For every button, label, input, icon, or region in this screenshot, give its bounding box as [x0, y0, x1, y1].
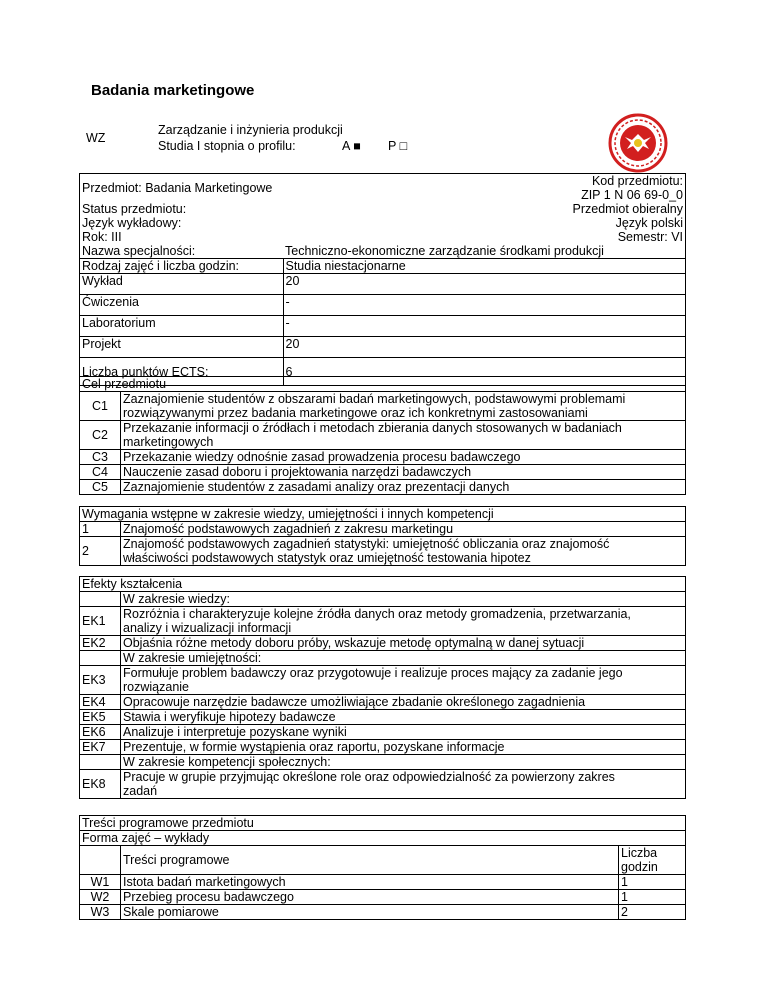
goal-line: marketingowych	[123, 435, 214, 449]
requirements-table	[79, 506, 686, 566]
subject-label: Przedmiot: Badania Marketingowe	[82, 181, 273, 195]
page-title: Badania marketingowe	[91, 82, 255, 99]
hours-label-lecture: Wykład	[80, 274, 284, 295]
goal-code: C5	[80, 480, 121, 495]
goal-text: Zaznajomienie studentów z zasadami analizy oraz prezentacji danych	[121, 480, 686, 495]
language-label: Język wykładowy:	[80, 216, 284, 230]
hours-header-line: Liczba	[621, 846, 658, 860]
effect-text: Stawia i weryfikuje hipotezy badawcze	[121, 710, 686, 725]
effect-code: EK4	[80, 695, 121, 710]
content-text: Przebieg procesu badawczego	[121, 890, 619, 905]
hours-label-project: Projekt	[80, 337, 284, 358]
effect-line: Formułuje problem badawczy oraz przygotowuje i realizuje proces mający za zadanie jego	[123, 666, 623, 680]
code-label: Kod przedmiotu:	[591, 174, 683, 188]
goal-text	[121, 392, 686, 421]
effect-line: analizy i wizualizacji informacji	[123, 621, 292, 635]
goal-line: Zaznajomienie studentów z obszarami badań marketingowych, podstawowymi problemami	[123, 392, 626, 406]
hours-value-project: 20	[283, 337, 686, 358]
ects-label: Liczba punktów ECTS:	[80, 358, 284, 386]
class-type-value: Studia niestacjonarne	[283, 259, 686, 274]
content-code: W3	[80, 905, 121, 920]
content-form: Forma zajęć – wykłady	[80, 831, 686, 846]
effect-line: Rozróżnia i charakteryzuje kolejne źródła danych oraz metody gromadzenia, przetwarzania,	[123, 607, 631, 621]
goal-text: Przekazanie wiedzy odnośnie zasad prowadzenia procesu badawczego	[121, 450, 686, 465]
requirements-title: Wymagania wstępne w zakresie wiedzy, umiejętności i innych kompetencji	[80, 507, 686, 522]
goal-line: Przekazanie informacji o źródłach i metodach zbierania danych stosowanych w badaniach	[123, 421, 622, 435]
specialty-value: Techniczno-ekonomiczne zarządzanie środkami produkcji	[283, 244, 686, 259]
effects-title: Efekty kształcenia	[80, 577, 686, 592]
effect-text: Opracowuje narzędzie badawcze umożliwiające zbadanie określonego zagadnienia	[121, 695, 686, 710]
content-text: Istota badań marketingowych	[121, 875, 619, 890]
effect-code: EK8	[80, 770, 121, 799]
content-text: Skale pomiarowe	[121, 905, 619, 920]
content-code: W1	[80, 875, 121, 890]
ects-value: 6	[283, 358, 686, 386]
requirement-code: 1	[80, 522, 121, 537]
hours-column-header	[619, 846, 686, 875]
subject-code	[283, 174, 686, 203]
effect-text: Prezentuje, w formie wystąpienia oraz raportu, pozyskane informacje	[121, 740, 686, 755]
profile-row	[158, 138, 407, 154]
hours-header-line: godzin	[621, 860, 658, 874]
status-value: Przedmiot obieralny	[283, 202, 686, 216]
effect-code: EK6	[80, 725, 121, 740]
goals-title: Cel przedmiotu	[80, 377, 686, 392]
hours-label-exercises: Ćwiczenia	[80, 295, 284, 316]
goal-code: C3	[80, 450, 121, 465]
effect-text	[121, 770, 686, 799]
program-info	[158, 122, 407, 154]
faculty-code: WZ	[86, 131, 106, 145]
goal-code: C1	[80, 392, 121, 421]
profile-a: A ■	[342, 139, 361, 153]
effect-text	[121, 607, 686, 636]
year-label: Rok: III	[80, 230, 284, 244]
effects-section-social: W zakresie kompetencji społecznych:	[121, 755, 686, 770]
code-value: ZIP 1 N 06 69-0_0	[581, 188, 683, 202]
content-hours: 2	[619, 905, 686, 920]
effect-code: EK3	[80, 666, 121, 695]
goal-code: C2	[80, 421, 121, 450]
class-type-label: Rodzaj zajęć i liczba godzin:	[80, 259, 284, 274]
effect-text	[121, 666, 686, 695]
hours-label-laboratory: Laboratorium	[80, 316, 284, 337]
content-title: Treści programowe przedmiotu	[80, 816, 686, 831]
language-value: Język polski	[283, 216, 686, 230]
effect-text: Analizuje i interpretuje pozyskane wyniki	[121, 725, 686, 740]
semester-value: Semestr: VI	[283, 230, 686, 244]
status-label: Status przedmiotu:	[80, 202, 284, 216]
effect-line: zadań	[123, 784, 158, 798]
content-code: W2	[80, 890, 121, 905]
effect-code: EK2	[80, 636, 121, 651]
hours-value-lecture: 20	[283, 274, 686, 295]
hours-value-exercises: -	[283, 295, 686, 316]
subject-info-table	[79, 173, 686, 386]
profile-p: P □	[388, 139, 408, 153]
goal-code: C4	[80, 465, 121, 480]
profile-label: Studia I stopnia o profilu:	[158, 139, 296, 153]
effect-line: rozwiązanie	[123, 680, 190, 694]
university-logo-icon	[608, 113, 668, 173]
content-hours: 1	[619, 875, 686, 890]
subject-name	[80, 174, 284, 203]
requirement-line: właściwości podstawowych statystyk oraz umiejętność testowania hipotez	[123, 551, 531, 565]
effects-section-knowledge: W zakresie wiedzy:	[121, 592, 686, 607]
program-name: Zarządzanie i inżynieria produkcji	[158, 123, 343, 137]
effects-table	[79, 576, 686, 799]
effect-line: Pracuje w grupie przyjmując określone role oraz odpowiedzialność za powierzony zakres	[123, 770, 615, 784]
content-hours: 1	[619, 890, 686, 905]
specialty-label: Nazwa specjalności:	[80, 244, 284, 259]
goal-text: Nauczenie zasad doboru i projektowania narzędzi badawczych	[121, 465, 686, 480]
requirement-text: Znajomość podstawowych zagadnień z zakresu marketingu	[121, 522, 686, 537]
requirement-code: 2	[80, 537, 121, 566]
effect-code: EK5	[80, 710, 121, 725]
requirement-line: Znajomość podstawowych zagadnień statystyki: umiejętność obliczania oraz znajomość	[123, 537, 610, 551]
content-column-header: Treści programowe	[121, 846, 619, 875]
program-content-table	[79, 815, 686, 920]
effects-section-skills: W zakresie umiejętności:	[121, 651, 686, 666]
effect-code: EK1	[80, 607, 121, 636]
goal-line: rozwiązywanymi przez badania marketingowe oraz ich konkretnymi zastosowaniami	[123, 406, 588, 420]
goals-table	[79, 376, 686, 495]
goal-text	[121, 421, 686, 450]
hours-value-laboratory: -	[283, 316, 686, 337]
requirement-text	[121, 537, 686, 566]
effect-text: Objaśnia różne metody doboru próby, wskazuje metodę optymalną w danej sytuacji	[121, 636, 686, 651]
effect-code: EK7	[80, 740, 121, 755]
